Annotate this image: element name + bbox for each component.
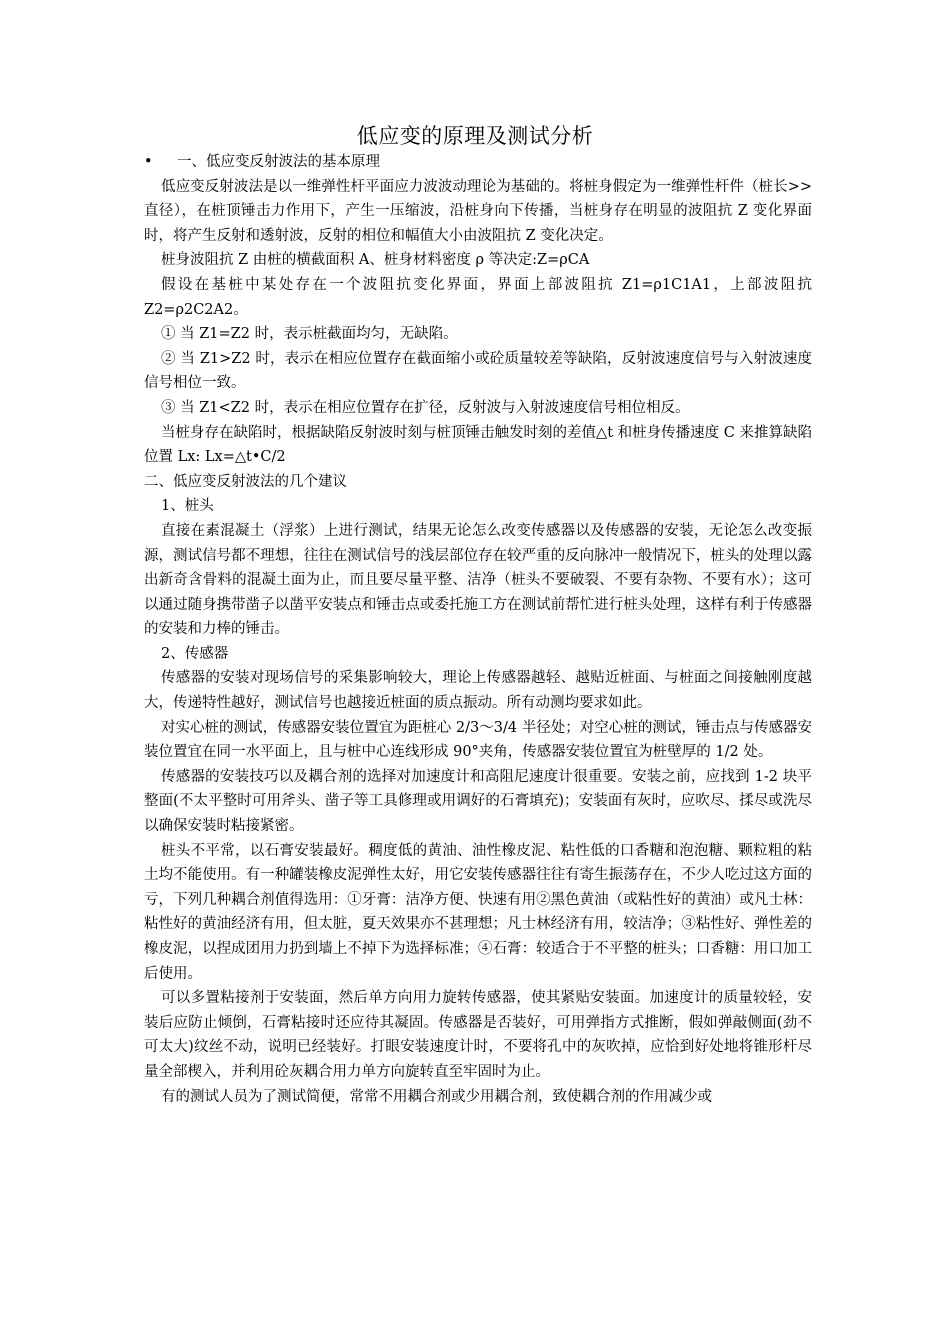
paragraph: ① 当 Z1=Z2 时，表示桩截面均匀，无缺陷。 [161, 326, 458, 343]
section-1-heading-text: 一、低应变反射波法的基本原理 [177, 154, 380, 170]
paragraph: 桩头不平常，以石膏安装最好。稠度低的黄油、油性橡皮泥、粘性低的口香糖和泡泡糖、颗粒粗的粘土均不能使用。有一种罐装橡皮泥弹性太好，用它安装传感器往往有寄生振荡存在，不少人吃过这方面的亏，下列几种耦合剂值得选用：①牙膏：洁净方便、快速有用②黑色黄油（或粘性好的黄油）或凡士林：粘性好的黄油经济有用，但太脏，夏天效果亦不甚理想；凡士林经济有用，较洁净；③粘性好、弹性差的橡皮泥，以捏成团用力扔到墙上不掉下为选择标准；④石膏：较适合于不平整的桩头；口香糖：用口加工后使用。 [144, 842, 812, 982]
subsection-1-heading: 1、桩头 [161, 498, 214, 515]
paragraph: 传感器的安装技巧以及耦合剂的选择对加速度计和高阻尼速度计很重要。安装之前，应找到 1-2 块平整面(不太平整时可用斧头、凿子等工具修理或用调好的石膏填充)；安装面有灰时，应吹尽、揉尽或洗尽以确保安装时粘接紧密。 [144, 768, 812, 835]
paragraph: 假设在基桩中某处存在一个波阻抗变化界面，界面上部波阻抗 Z1=ρ1C1A1，上部波阻抗 Z2=ρ2C2A2。 [144, 276, 812, 318]
bullet-icon: • [144, 154, 153, 170]
document-body [144, 150, 812, 1109]
paragraph: 可以多置粘接剂于安装面，然后单方向用力旋转传感器，使其紧贴安装面。加速度计的质量较轻，安装后应防止倾倒，石膏粘接时还应待其凝固。传感器是否装好，可用弹指方式推断，假如弹敲侧面(劲不可太大)纹丝不动，说明已经装好。打眼安装速度计时，不要将孔中的灰吹掉，应恰到好处地将锥形杆尽量全部楔入，并利用砼灰耦合用力单方向旋转直至牢固时为止。 [144, 990, 812, 1080]
section-2-heading: 二、低应变反射波法的几个建议 [144, 473, 347, 490]
paragraph: 有的测试人员为了测试简便，常常不用耦合剂或少用耦合剂，致使耦合剂的作用减少或 [161, 1088, 712, 1105]
paragraph: 对实心桩的测试，传感器安装位置宜为距桩心 2/3～3/4 半径处；对空心桩的测试，锤击点与传感器安装位置宜在同一水平面上，且与桩中心连线形成 90°夹角，传感器安装位置宜为桩壁厚的 1/2 处。 [144, 719, 812, 761]
paragraph: 当桩身存在缺陷时，根据缺陷反射波时刻与桩顶锤击触发时刻的差值△t 和桩身传播速度 C 来推算缺陷位置 Lx: Lx=△t•C/2 [144, 424, 812, 466]
subsection-2-heading: 2、传感器 [161, 645, 229, 662]
paragraph: ② 当 Z1>Z2 时，表示在相应位置存在截面缩小或砼质量较差等缺陷，反射波速度信号与入射波速度信号相位一致。 [144, 350, 812, 392]
paragraph: ③ 当 Z1<Z2 时，表示在相应位置存在扩径，反射波与入射波速度信号相位相反。 [161, 399, 690, 416]
section-1-heading [144, 150, 812, 175]
paragraph: 直接在素混凝土（浮浆）上进行测试，结果无论怎么改变传感器以及传感器的安装，无论怎么改变振源，测试信号都不理想，往往在测试信号的浅层部位存在较严重的反向脉冲一般情况下，桩头的处理以露出新奇含骨料的混凝土面为止，而且要尽量平整、洁净（桩头不要破裂、不要有杂物、不要有水）；这可以通过随身携带凿子以凿平安装点和锤击点或委托施工方在测试前帮忙进行桩头处理，这样有利于传感器的安装和力棒的锤击。 [144, 522, 812, 638]
paragraph: 传感器的安装对现场信号的采集影响较大，理论上传感器越轻、越贴近桩面、与桩面之间接触刚度越大，传递特性越好，测试信号也越接近桩面的质点振动。所有动测均要求如此。 [144, 670, 812, 712]
paragraph: 低应变反射波法是以一维弹性杆平面应力波波动理论为基础的。将桩身假定为一维弹性杆件（桩长>>直径），在桩顶锤击力作用下，产生一压缩波，沿桩身向下传播，当桩身存在明显的波阻抗 Z 变化界面时，将产生反射和透射波，反射的相位和幅值大小由波阻抗 Z 变化决定。 [144, 178, 812, 244]
paragraph: 桩身波阻抗 Z 由桩的横截面积 A、桩身材料密度 ρ 等决定:Z=ρCA [161, 252, 590, 269]
document-title: 低应变的原理及测试分析 [356, 124, 594, 148]
